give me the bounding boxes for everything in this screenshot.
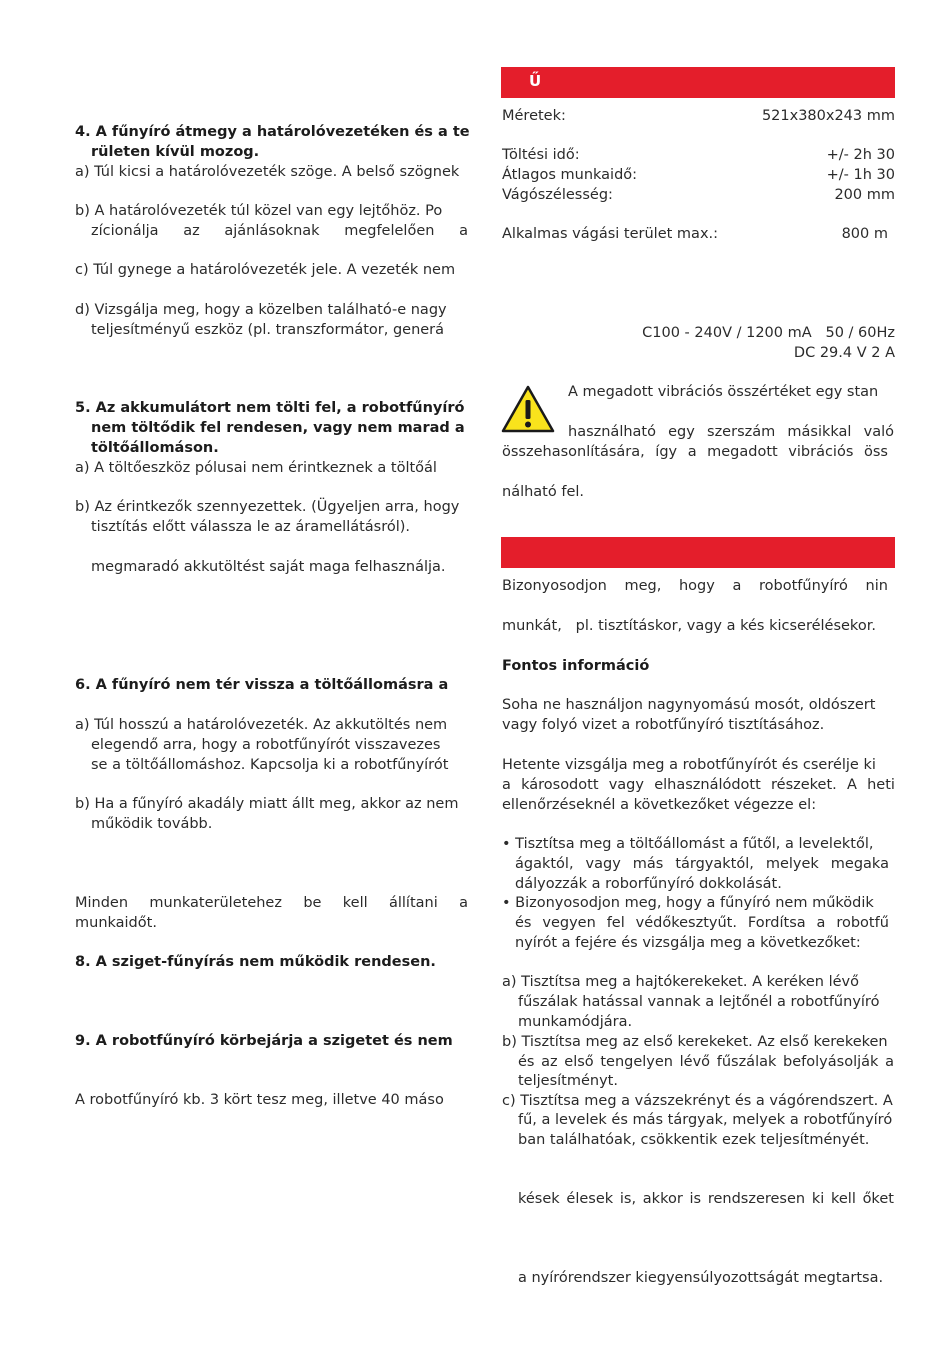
word: másikkal (787, 424, 852, 440)
word: megadott (707, 444, 778, 460)
word: vegyen (542, 915, 596, 931)
word: más (632, 856, 664, 872)
word: a (459, 895, 468, 911)
spec-value: +/- 1h 30 (826, 167, 895, 183)
word: a (502, 777, 511, 793)
word: a (816, 915, 826, 931)
section-5-item-a: a) A töltőeszköz pólusai nem érintkeznek a töltőál (75, 460, 437, 476)
spec-value: 800 m (841, 226, 888, 242)
power-spec-dc: DC 29.4 V 2 A (793, 345, 895, 361)
bullet-item-cont (515, 854, 889, 874)
maintenance-header-bar (501, 537, 895, 568)
word: Bizonyosodjon (502, 578, 607, 594)
specs-header-bar (501, 67, 895, 98)
important-info-heading: Fontos információ (502, 658, 650, 674)
word: befolyásolják (783, 1054, 879, 1070)
weekly-check-text-cont (502, 775, 895, 795)
bullet-item-cont (515, 913, 889, 933)
check-item-a: a) Tisztítsa meg a hajtókerekeket. A keréken lévő (502, 974, 859, 990)
section-5-title-cont2: töltőállomáson. (91, 440, 219, 456)
word: a (687, 444, 697, 460)
bullet-item: • Tisztítsa meg a töltőállomást a fűtől, a levelektől, (502, 836, 874, 852)
word: élesek (566, 1191, 614, 1207)
word: is, (619, 1191, 637, 1207)
power-spec-ac: C100 - 240V / 1200 mA 50 / 60Hz (642, 325, 895, 341)
spec-row (502, 106, 895, 126)
word: fűszálak (716, 1054, 777, 1070)
section-6-item-a-cont: elegendő arra, hogy a robotfűnyírót visszavezes (91, 737, 441, 753)
word: és (515, 915, 532, 931)
section-4-title: 4. A fűnyíró átmegy a határolóvezetéken és a te (75, 124, 470, 140)
word: öss (863, 444, 888, 460)
spec-value: +/- 2h 30 (826, 147, 895, 163)
word: őket (862, 1191, 894, 1207)
word: elhasználódott (654, 777, 761, 793)
spec-label: Vágószélesség: (502, 187, 613, 203)
word: megaka (830, 856, 889, 872)
section-7-text (75, 893, 468, 913)
word: tárgyaktól, (675, 856, 754, 872)
word: lévő (679, 1054, 711, 1070)
word: A (846, 777, 857, 793)
bullet-item-cont2: nyírót a fejére és vizsgálja meg a következőket: (515, 935, 861, 951)
word: melyek (765, 856, 819, 872)
word: fel (606, 915, 625, 931)
important-info-text-cont: vagy folyó vizet a robotfűnyíró tisztításához. (502, 717, 825, 733)
spec-row (502, 224, 888, 244)
specs-header-title: Ű (529, 72, 542, 90)
section-4-item-d-cont: teljesítményű eszköz (pl. transzformátor, generá (91, 322, 445, 338)
word: egy (668, 424, 695, 440)
spec-row (502, 185, 895, 205)
word: be (303, 895, 322, 911)
word: használható (568, 424, 656, 440)
section-6-item-a-cont2: se a töltőállomáshoz. Kapcsolja ki a robotfűnyírót (91, 757, 449, 773)
check-item-c: c) Tisztítsa meg a vázszekrényt és a vágórendszert. A (502, 1093, 893, 1109)
spec-label: Alkalmas vágási terület max.: (502, 226, 719, 242)
blade-check-text (518, 1189, 894, 1209)
word: is (689, 1191, 702, 1207)
section-5-item-b: b) Az érintkezők szennyezettek. (Ügyeljen arra, hogy (75, 499, 460, 515)
check-item-c-cont: fű, a levelek és más tárgyak, melyek a robotfűnyíró (518, 1112, 893, 1128)
word: védőkesztyűt. (635, 915, 737, 931)
warning-triangle-icon (501, 384, 555, 434)
important-info-text: Soha ne használjon nagynyomású mosót, oldószert (502, 697, 876, 713)
spec-value: 521x380x243 mm (761, 108, 895, 124)
word: összehasonlítására, (502, 444, 645, 460)
word: ki (811, 1191, 825, 1207)
word: megfelelően (344, 223, 435, 239)
section-6-title: 6. A fűnyíró nem tér vissza a töltőállomásra a (75, 677, 449, 693)
section-4-item-d: d) Vizsgálja meg, hogy a közelben található-e nagy (75, 302, 447, 318)
check-item-c-cont2: ban találhatóak, csökkentik ezek teljesítményét. (518, 1132, 870, 1148)
word: az (541, 1054, 558, 1070)
word: részeket. (771, 777, 837, 793)
section-4-item-a: a) Túl kicsi a határolóvezeték szöge. A belső szögnek (75, 164, 460, 180)
word: akkor (642, 1191, 683, 1207)
bullet-item-cont2: dályozzák a roborfűnyíró dokkolását. (515, 876, 782, 892)
word: vagy (608, 777, 644, 793)
section-6-item-a: a) Túl hosszú a határolóvezeték. Az akkutöltés nem (75, 717, 448, 733)
word: a (459, 223, 468, 239)
word: kell (342, 895, 368, 911)
word: első (564, 1054, 594, 1070)
section-5-title: 5. Az akkumulátort nem tölti fel, a robotfűnyíró (75, 400, 465, 416)
spec-row (502, 145, 895, 165)
word: vagy (585, 856, 621, 872)
word: ágaktól, (515, 856, 574, 872)
word: ajánlásoknak (224, 223, 320, 239)
word: meg, (624, 578, 662, 594)
check-item-b-cont2: teljesítményt. (518, 1073, 618, 1089)
word: zícionálja (91, 223, 159, 239)
section-9-title: 9. A robotfűnyíró körbejárja a szigetet és nem (75, 1033, 453, 1049)
check-item-b-cont (518, 1052, 894, 1072)
section-5-title-cont: nem töltődik fel rendesen, vagy nem marad a (91, 420, 465, 436)
word: Fordítsa (747, 915, 806, 931)
word: nin (865, 578, 888, 594)
spec-label: Méretek: (502, 108, 566, 124)
maintenance-intro (502, 576, 888, 596)
word: vibrációs (788, 444, 854, 460)
blade-check-text-cont: a nyírórendszer kiegyensúlyozottságát megtartsa. (518, 1270, 884, 1286)
word: kell (830, 1191, 856, 1207)
word: szerszám (707, 424, 776, 440)
word: munkaterületehez (149, 895, 282, 911)
word: robotfűnyíró (759, 578, 848, 594)
section-6-item-b: b) Ha a fűnyíró akadály miatt állt meg, akkor az nem (75, 796, 459, 812)
spec-value: 200 mm (834, 187, 895, 203)
warning-text-cont3: nálható fel. (502, 484, 585, 500)
word: Minden (75, 895, 129, 911)
section-5-item-b-cont: tisztítás előtt válassza le az áramellátásról). (91, 519, 411, 535)
warning-text: A megadott vibrációs összértéket egy stan (568, 384, 879, 400)
spec-label: Töltési idő: (502, 147, 580, 163)
check-item-b: b) Tisztítsa meg az első kerekeket. Az első kerekeken (502, 1034, 888, 1050)
word: állítani (388, 895, 438, 911)
word: a (732, 578, 742, 594)
warning-text-cont (568, 422, 894, 442)
section-5-item-b-cont2: megmaradó akkutöltést saját maga felhasználja. (91, 559, 446, 575)
word: rendszeresen (707, 1191, 806, 1207)
word: és (518, 1054, 535, 1070)
section-8-title: 8. A sziget-fűnyírás nem működik rendesen. (75, 954, 436, 970)
warning-text-cont2 (502, 442, 888, 462)
weekly-check-text: Hetente vizsgálja meg a robotfűnyírót és cserélje ki (502, 757, 876, 773)
word: kések (518, 1191, 560, 1207)
word: hogy (678, 578, 715, 594)
word: károsodott (521, 777, 599, 793)
section-7-text-cont: munkaidőt. (75, 915, 157, 931)
weekly-check-text-cont2: ellenőrzéseknél a következőket végezze el: (502, 797, 817, 813)
check-item-a-cont2: munkamódjára. (518, 1014, 633, 1030)
section-4-title-cont: rületen kívül mozog. (91, 144, 260, 160)
maintenance-intro-cont: munkát, pl. tisztításkor, vagy a kés kicserélésekor. (502, 618, 876, 634)
section-4-item-b-cont (91, 221, 468, 241)
section-9-text: A robotfűnyíró kb. 3 kört tesz meg, illetve 40 máso (75, 1092, 444, 1108)
bullet-item: • Bizonyosodjon meg, hogy a fűnyíró nem működik (502, 895, 874, 911)
spec-label: Átlagos munkaidő: (502, 167, 638, 183)
section-6-item-b-cont: működik tovább. (91, 816, 213, 832)
word: való (863, 424, 894, 440)
section-4-item-c: c) Túl gynege a határolóvezeték jele. A vezeték nem (75, 262, 456, 278)
check-item-a-cont: fűszálak hatással vannak a lejtőnél a robotfűnyíró (518, 994, 880, 1010)
word: heti (867, 777, 895, 793)
word: a (885, 1054, 894, 1070)
word: így (655, 444, 678, 460)
spec-row (502, 165, 895, 185)
word: tengelyen (600, 1054, 673, 1070)
word: az (183, 223, 200, 239)
section-4-item-b: b) A határolóvezeték túl közel van egy lejtőhöz. Po (75, 203, 443, 219)
word: robotfű (836, 915, 889, 931)
